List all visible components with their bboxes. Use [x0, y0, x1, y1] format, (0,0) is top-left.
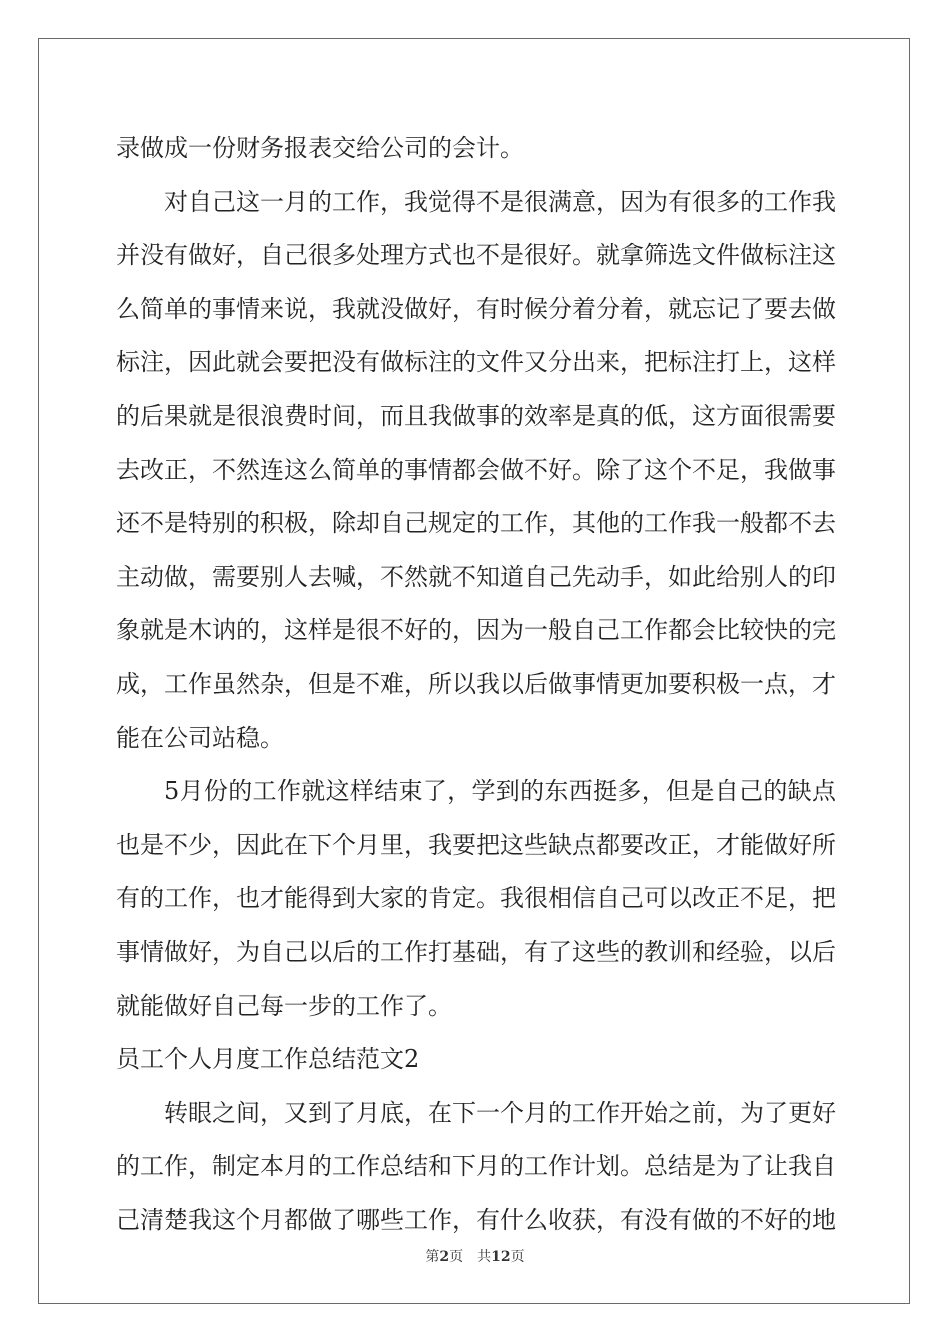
paragraph-start-line: 5月份的工作就这样结束了，学到的东西挺多，但是自己的缺点 [164, 777, 836, 806]
text-line: 还不是特别的积极，除却自己规定的工作，其他的工作我一般都不去 [116, 509, 836, 538]
text-line: 的后果就是很浪费时间，而且我做事的效率是真的低，这方面很需要 [116, 401, 836, 430]
text-line: 录做成一份财务报表交给公司的会计。 [116, 134, 524, 162]
paragraph-start-line: 对自己这一月的工作，我觉得不是很满意，因为有很多的工作我 [164, 187, 836, 216]
total-pages-number: 12 [491, 1249, 511, 1265]
text-line: 的工作，制定本月的工作总结和下月的工作计划。总结是为了让我自 [116, 1152, 836, 1181]
section-heading: 员工个人月度工作总结范文2 [116, 1045, 420, 1074]
text-line: 就能做好自己每一步的工作了。 [116, 991, 452, 1020]
text-line: 能在公司站稳。 [116, 723, 284, 752]
text-line: 也是不少，因此在下个月里，我要把这些缺点都要改正，才能做好所 [116, 830, 836, 859]
text-line: 么简单的事情来说，我就没做好，有时候分着分着，就忘记了要去做 [116, 294, 836, 323]
text-line: 成，工作虽然杂，但是不难，所以我以后做事情更加要积极一点，才 [116, 669, 836, 698]
footer-suffix: 页 [510, 1249, 525, 1265]
footer-mid: 页 共 [449, 1249, 492, 1265]
footer-prefix: 第 [425, 1249, 440, 1265]
text-line: 主动做，需要别人去喊，不然就不知道自己先动手，如此给别人的印 [116, 562, 836, 591]
text-line: 象就是木讷的，这样是很不好的，因为一般自己工作都会比较快的完 [116, 616, 836, 645]
page-footer [0, 1246, 950, 1266]
text-line: 己清楚我这个月都做了哪些工作，有什么收获，有没有做的不好的地 [116, 1205, 836, 1234]
text-line: 去改正，不然连这么简单的事情都会做不好。除了这个不足，我做事 [116, 455, 836, 484]
text-line: 事情做好，为自己以后的工作打基础，有了这些的教训和经验，以后 [116, 937, 836, 966]
text-line: 有的工作，也才能得到大家的肯定。我很相信自己可以改正不足，把 [116, 884, 836, 913]
paragraph-start-line: 转眼之间，又到了月底，在下一个月的工作开始之前，为了更好 [164, 1098, 836, 1127]
text-line: 标注，因此就会要把没有做标注的文件又分出来，把标注打上，这样 [116, 348, 836, 377]
current-page-number: 2 [439, 1249, 450, 1265]
text-line: 并没有做好，自己很多处理方式也不是很好。就拿筛选文件做标注这 [116, 241, 836, 270]
document-body [116, 122, 836, 1247]
